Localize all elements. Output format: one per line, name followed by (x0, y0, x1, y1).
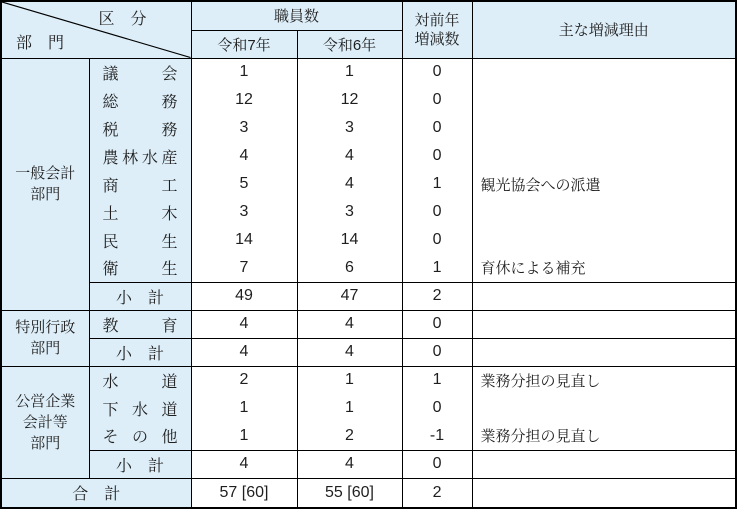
diff-cell: 0 (402, 310, 472, 338)
year-reiwa6-header: 令和6年 (297, 30, 402, 58)
category-cell (89, 310, 191, 338)
category-label: 農林水産 (102, 149, 178, 167)
count-current-cell: 4 (191, 338, 297, 366)
reason-cell (472, 114, 736, 142)
reason-cell: 業務分担の見直し (472, 366, 736, 394)
table-row (1, 450, 736, 478)
yoy-diff-header (402, 1, 472, 58)
reason-cell (472, 86, 736, 114)
department-cell (1, 366, 89, 478)
category-cell (89, 86, 191, 114)
corner-header-cell (1, 1, 191, 58)
count-previous-cell: 3 (297, 114, 402, 142)
category-label: 衛生 (102, 261, 178, 279)
staff-count-header: 職員数 (191, 1, 402, 30)
category-cell (89, 198, 191, 226)
table-body (1, 58, 736, 508)
category-label: 小 計 (115, 345, 164, 363)
count-previous-cell: 4 (297, 450, 402, 478)
count-current-cell: 1 (191, 394, 297, 422)
table-row (1, 282, 736, 310)
reason-cell (472, 450, 736, 478)
count-previous-cell: 12 (297, 86, 402, 114)
corner-label-kubun: 区 分 (98, 11, 147, 28)
header-row-top (1, 1, 736, 30)
corner-label-bumon: 部 門 (16, 34, 65, 52)
reason-header: 主な増減理由 (472, 1, 736, 58)
reason-cell (472, 58, 736, 86)
diff-cell: 0 (402, 198, 472, 226)
count-previous-cell: 1 (297, 366, 402, 394)
diff-cell: 0 (402, 450, 472, 478)
total-previous-cell: 55 [60] (297, 478, 402, 508)
reason-cell: 観光協会への派遣 (472, 170, 736, 198)
category-cell (89, 142, 191, 170)
total-current-cell: 57 [60] (191, 478, 297, 508)
count-previous-cell: 4 (297, 338, 402, 366)
reason-cell (472, 338, 736, 366)
category-cell (89, 394, 191, 422)
count-previous-cell: 2 (297, 422, 402, 450)
reason-cell: 業務分担の見直し (472, 422, 736, 450)
department-label-line: 部門 (30, 434, 61, 452)
diff-cell: 0 (402, 114, 472, 142)
table-row (1, 114, 736, 142)
total-label-cell: 合 計 (1, 478, 191, 508)
count-current-cell: 49 (191, 282, 297, 310)
department-label-line: 会計等 (22, 413, 68, 431)
category-cell (89, 422, 191, 450)
count-previous-cell: 1 (297, 394, 402, 422)
table-row (1, 422, 736, 450)
reason-cell (472, 394, 736, 422)
category-cell (89, 450, 191, 478)
count-current-cell: 12 (191, 86, 297, 114)
category-label: 商工 (102, 177, 178, 195)
reason-cell (472, 226, 736, 254)
count-previous-cell: 1 (297, 58, 402, 86)
table-row (1, 142, 736, 170)
category-label: 税務 (102, 121, 178, 139)
category-cell (89, 170, 191, 198)
diff-cell: -1 (402, 422, 472, 450)
count-current-cell: 7 (191, 254, 297, 282)
diff-cell: 0 (402, 226, 472, 254)
count-previous-cell: 14 (297, 226, 402, 254)
count-current-cell: 4 (191, 310, 297, 338)
diff-cell: 0 (402, 86, 472, 114)
yoy-diff-header-line1: 対前年 (414, 11, 460, 29)
table-header (1, 1, 736, 58)
count-current-cell: 3 (191, 114, 297, 142)
reason-cell (472, 282, 736, 310)
table-row (1, 86, 736, 114)
department-label-line: 部門 (30, 340, 61, 357)
table-row (1, 254, 736, 282)
diff-cell: 0 (402, 338, 472, 366)
diff-cell: 0 (402, 394, 472, 422)
count-previous-cell: 4 (297, 142, 402, 170)
diff-cell: 1 (402, 170, 472, 198)
category-label: 小 計 (115, 289, 164, 307)
category-cell (89, 114, 191, 142)
department-cell (1, 310, 89, 366)
category-cell (89, 282, 191, 310)
category-label: 議会 (102, 65, 178, 83)
category-label: 総務 (102, 93, 178, 111)
category-cell (89, 254, 191, 282)
table-row (1, 58, 736, 86)
count-current-cell: 4 (191, 450, 297, 478)
reason-cell (472, 310, 736, 338)
table-row (1, 226, 736, 254)
department-label-line: 公営企業 (15, 392, 76, 410)
count-current-cell: 5 (191, 170, 297, 198)
category-label: 土木 (102, 205, 178, 223)
diff-cell: 2 (402, 282, 472, 310)
count-current-cell: 3 (191, 198, 297, 226)
total-reason-cell (472, 478, 736, 508)
yoy-diff-header-line2: 増減数 (414, 30, 460, 48)
category-label: 水道 (102, 373, 178, 391)
department-cell (1, 58, 89, 310)
category-label: 下水道 (102, 401, 178, 419)
reason-cell (472, 198, 736, 226)
count-previous-cell: 3 (297, 198, 402, 226)
category-label: その他 (102, 429, 178, 447)
category-cell (89, 366, 191, 394)
year-reiwa7-header: 令和7年 (191, 30, 297, 58)
count-previous-cell: 4 (297, 310, 402, 338)
reason-cell: 育休による補充 (472, 254, 736, 282)
diff-cell: 0 (402, 142, 472, 170)
count-current-cell: 1 (191, 422, 297, 450)
count-current-cell: 1 (191, 58, 297, 86)
diff-cell: 1 (402, 366, 472, 394)
total-diff-cell: 2 (402, 478, 472, 508)
table-row (1, 170, 736, 198)
count-current-cell: 4 (191, 142, 297, 170)
count-current-cell: 14 (191, 226, 297, 254)
count-previous-cell: 4 (297, 170, 402, 198)
reason-cell (472, 142, 736, 170)
table-row (1, 338, 736, 366)
department-label-line: 部門 (30, 186, 61, 203)
table-row (1, 198, 736, 226)
count-previous-cell: 47 (297, 282, 402, 310)
category-cell (89, 226, 191, 254)
department-label-line: 一般会計 (15, 165, 76, 182)
diff-cell: 0 (402, 58, 472, 86)
count-previous-cell: 6 (297, 254, 402, 282)
category-cell (89, 58, 191, 86)
table-row (1, 394, 736, 422)
table-row (1, 366, 736, 394)
category-cell (89, 338, 191, 366)
diff-cell: 1 (402, 254, 472, 282)
category-label: 教育 (102, 317, 178, 335)
total-row (1, 478, 736, 508)
category-label: 小 計 (115, 457, 164, 475)
table-row (1, 310, 736, 338)
category-label: 民生 (102, 233, 178, 251)
count-current-cell: 2 (191, 366, 297, 394)
department-label-line: 特別行政 (15, 319, 76, 336)
